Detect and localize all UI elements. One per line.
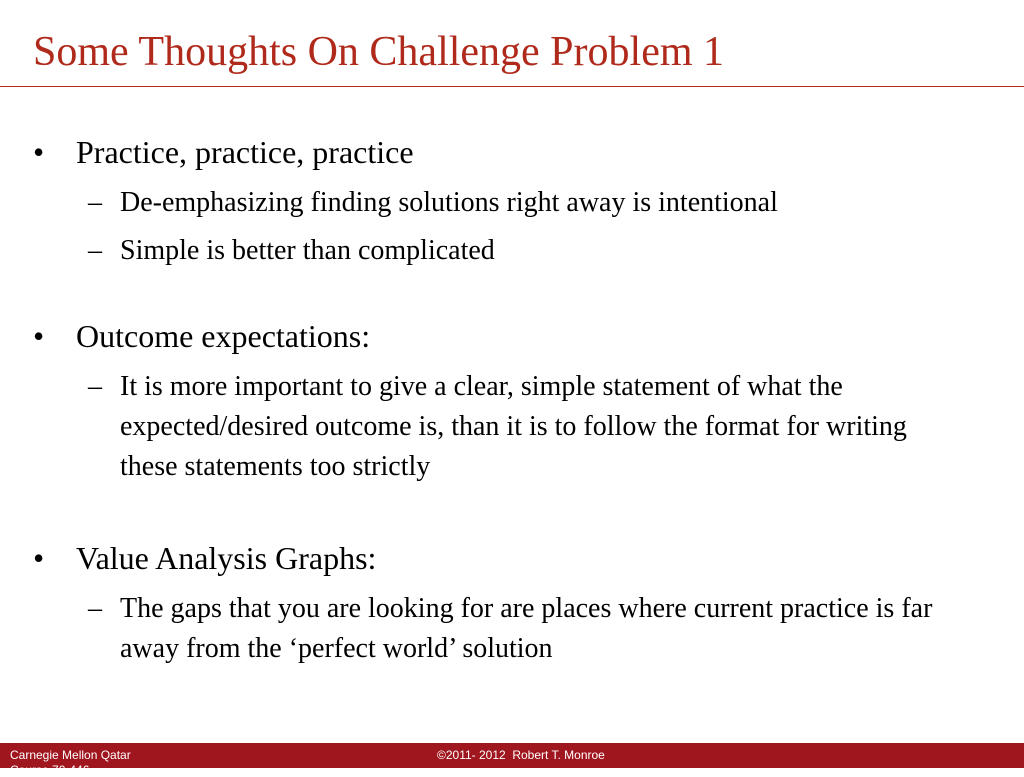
footer-organization: Carnegie Mellon Qatar [10, 748, 131, 762]
sub-bullet-item [0, 589, 1024, 669]
bullet-text: Value Analysis Graphs: [76, 540, 377, 576]
footer-course: Course 70-446 [10, 763, 90, 777]
bullet-mark: • [33, 134, 45, 170]
title-divider [0, 86, 1024, 87]
sub-bullet-text: De-emphasizing finding solutions right away is intentional [120, 187, 778, 218]
bullet-item [0, 535, 1024, 581]
slide-content [0, 129, 1024, 709]
sub-bullet-text: The gaps that you are looking for are places where current practice is far away from the ‘perfect world’ solution [120, 593, 933, 664]
sub-bullet-text: It is more important to give a clear, simple statement of what the expected/desired outcome is, than it is to follow the format for writing these statements too strictly [120, 371, 907, 482]
bullet-group-practice [0, 129, 1024, 271]
sub-bullet-item [0, 231, 1024, 271]
sub-bullet-item [0, 367, 1024, 487]
sub-bullet-mark: – [88, 187, 102, 218]
sub-bullet-text: Simple is better than complicated [120, 235, 495, 266]
bullet-group-outcome [0, 313, 1024, 487]
footer-bar [0, 743, 1024, 777]
slide-title: Some Thoughts On Challenge Problem 1 [33, 29, 725, 75]
bullet-mark: • [33, 540, 45, 576]
bullet-mark: • [33, 318, 45, 354]
bullet-item [0, 313, 1024, 359]
bullet-item [0, 129, 1024, 175]
bullet-text: Outcome expectations: [76, 318, 371, 354]
bullet-text: Practice, practice, practice [76, 134, 414, 170]
sub-bullet-mark: – [88, 371, 102, 402]
sub-bullet-mark: – [88, 235, 102, 266]
bullet-group-value-analysis [0, 535, 1024, 669]
sub-bullet-mark: – [88, 593, 102, 624]
sub-bullet-item [0, 183, 1024, 223]
footer-copyright: ©2011- 2012 Robert T. Monroe [437, 748, 605, 762]
